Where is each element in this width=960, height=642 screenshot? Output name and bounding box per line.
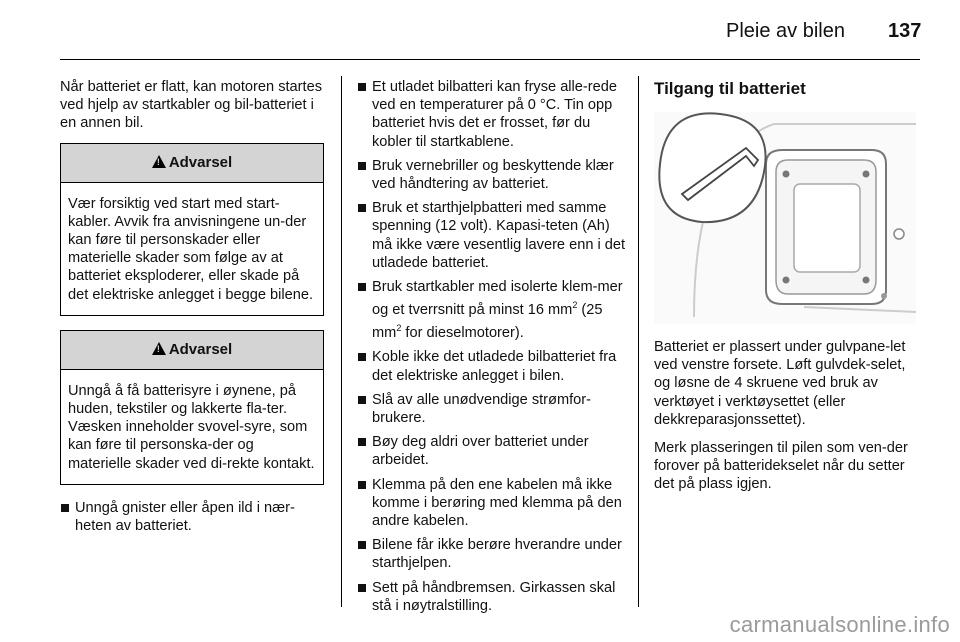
list-item: Unngå gnister eller åpen ild i nær-heten av batteriet. [60, 499, 324, 535]
battery-access-illustration [654, 112, 916, 324]
warning-triangle-icon [152, 155, 166, 168]
warning-text-2: Unngå å få batterisyre i øynene, på huden, tekstiler og lakkerte fla-ter. Væsken inneholder svovel-syre, som kan føre til personska-der og materielle skader ved di-rekte kontakt. [68, 382, 315, 472]
section-title: Tilgang til batteriet [654, 79, 806, 98]
list-item-cables: Bruk startkabler med isolerte klem-mer og et tverrsnitt på minst 16 $mm^2$ (25 $mm^2$ for dieselmotorer). [357, 278, 627, 342]
paragraph-arrow-note: Merk plasseringen til pilen som ven-der forover på batteridekselet når du setter det på plass igjen. [654, 440, 908, 493]
column-divider [638, 76, 639, 607]
intro-paragraph: Når batteriet er flatt, kan motoren startes ved hjelp av startkabler og bil-batteriet i en annen bil. [60, 79, 322, 132]
watermark: carmanualsonline.info [729, 612, 950, 637]
warning-label-1: Advarsel [168, 153, 233, 171]
warning-header-1 [61, 144, 323, 183]
list-item: Slå av alle unødvendige strømfor-brukere. [357, 391, 627, 427]
list-item: Klemma på den ene kabelen må ikke komme i berøring med klemma på den andre kabelen. [357, 476, 627, 531]
warning-box-1 [60, 143, 324, 316]
warning-box-2 [60, 330, 324, 485]
paragraph-location: Batteriet er plassert under gulvpane-let ved venstre forsete. Løft gulvdek-selet, og løsne de 4 skruene ved bruk av verktøyet i verktøysettet (eller dekkreparasjonssettet). [654, 339, 906, 428]
list-item: Bøy deg aldri over batteriet under arbeidet. [357, 433, 627, 469]
header-rule [60, 59, 920, 60]
column-divider [341, 76, 342, 607]
list-item: Bruk et starthjelpbatteri med samme spenning (12 volt). Kapasi-teten (Ah) må ikke være vesentlig lavere enn i det utladede batteriet. [357, 199, 627, 272]
warning-label-2: Advarsel [168, 340, 233, 358]
column-middle [357, 78, 627, 621]
page-number: 137 [888, 20, 922, 42]
warning-header-2 [61, 331, 323, 370]
bullet-list-left [60, 499, 324, 535]
page-header-title: Pleie av bilen [726, 20, 845, 42]
battery-cover-drawing [654, 112, 916, 324]
column-right [654, 78, 922, 504]
list-item: Koble ikke det utladede bilbatteriet fra det elektriske anlegget i bilen. [357, 348, 627, 384]
list-item: Sett på håndbremsen. Girkassen skal stå i nøytralstilling. [357, 579, 627, 615]
bullet-list-middle [357, 78, 627, 615]
list-item: Bruk vernebriller og beskyttende klær ved håndtering av batteriet. [357, 157, 627, 193]
warning-triangle-icon [152, 342, 166, 355]
list-item: Bilene får ikke berøre hverandre under starthjelpen. [357, 536, 627, 572]
column-left [60, 78, 324, 541]
list-item: Et utladet bilbatteri kan fryse alle-rede ved en temperaturer på 0 °C. Tin opp batteriet hvis det er frosset, før du kobler til startkablene. [357, 78, 627, 151]
warning-text-1: Vær forsiktig ved start med start-kabler. Avvik fra anvisningene un-der kan føre til personskader eller materielle skader som følge av at batteriet eksploderer, eller skade på det elektriske anlegget i begge bilene. [68, 195, 314, 303]
